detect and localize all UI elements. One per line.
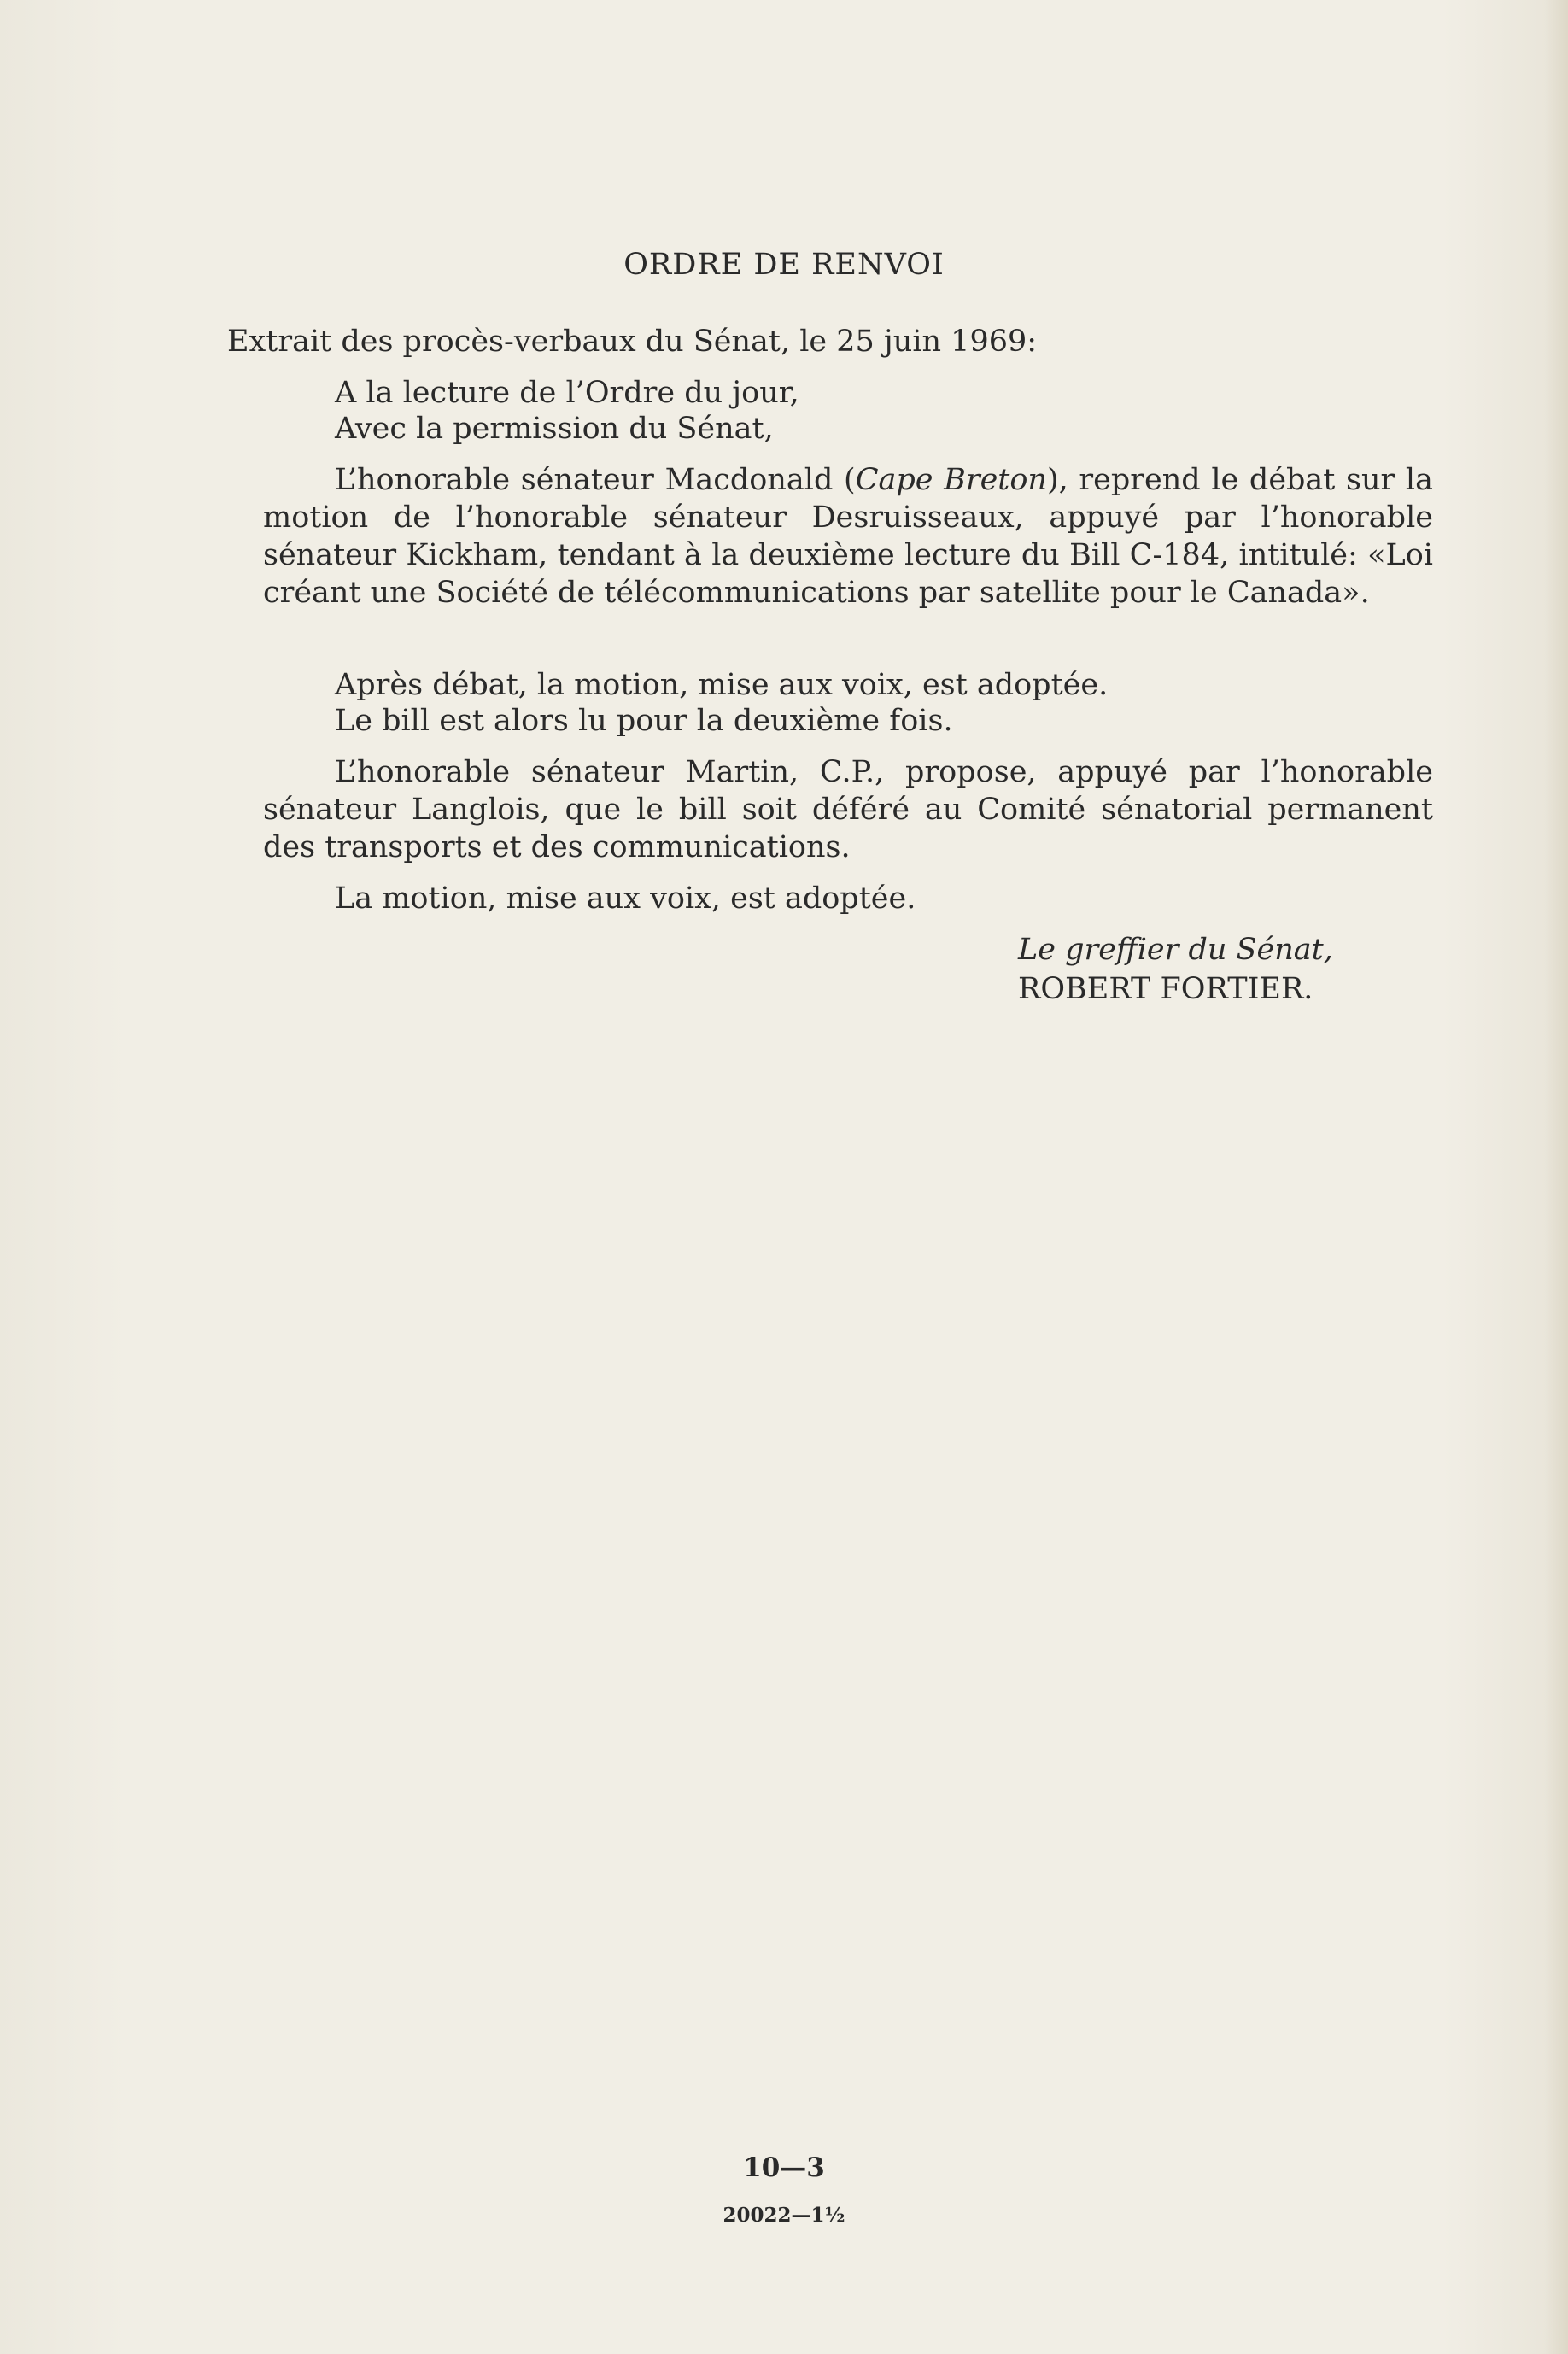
text-line-apres-debat: Après débat, la motion, mise aux voix, est adoptée. xyxy=(335,668,1109,702)
page-title: ORDRE DE RENVOI xyxy=(623,248,945,282)
signature-name: ROBERT FORTIER. xyxy=(1018,972,1313,1006)
text-line-ordre-du-jour: A la lecture de l’Ordre du jour, xyxy=(335,376,799,410)
text-line-permission: Avec la permission du Sénat, xyxy=(335,412,774,446)
paragraph-macdonald-rest: ), reprend le débat sur la motion de l’honorable sénateur Desruisseaux, appuyé par l’honorable sénateur Kickham, tendant à la deuxième lecture du Bill C-184, intitulé: «Loi créant une Société de télécommunications par satellite pour le Canada». xyxy=(263,463,1433,610)
intro-line: Extrait des procès-verbaux du Sénat, le 25 juin 1969: xyxy=(227,325,1038,359)
page-edge-shadow xyxy=(1544,0,1568,2354)
text-line-bill-lu: Le bill est alors lu pour la deuxième fois. xyxy=(335,704,953,738)
folio-print-code: 20022—1½ xyxy=(723,2204,845,2227)
paragraph-martin: L’honorable sénateur Martin, C.P., propose, appuyé par l’honorable sénateur Langlois, que le bill soit déféré au Comité sénatorial permanent des transports et des communications. xyxy=(263,755,1433,864)
folio-page-number: 10—3 xyxy=(743,2152,825,2183)
signature-role: Le greffier du Sénat, xyxy=(1018,933,1333,967)
text-line-motion-adoptee: La motion, mise aux voix, est adoptée. xyxy=(335,881,916,916)
paragraph-macdonald-italic: Cape Breton xyxy=(855,463,1047,497)
paragraph-macdonald xyxy=(263,461,1433,612)
paragraph-macdonald-start: L’honorable sénateur Macdonald ( xyxy=(335,463,856,497)
